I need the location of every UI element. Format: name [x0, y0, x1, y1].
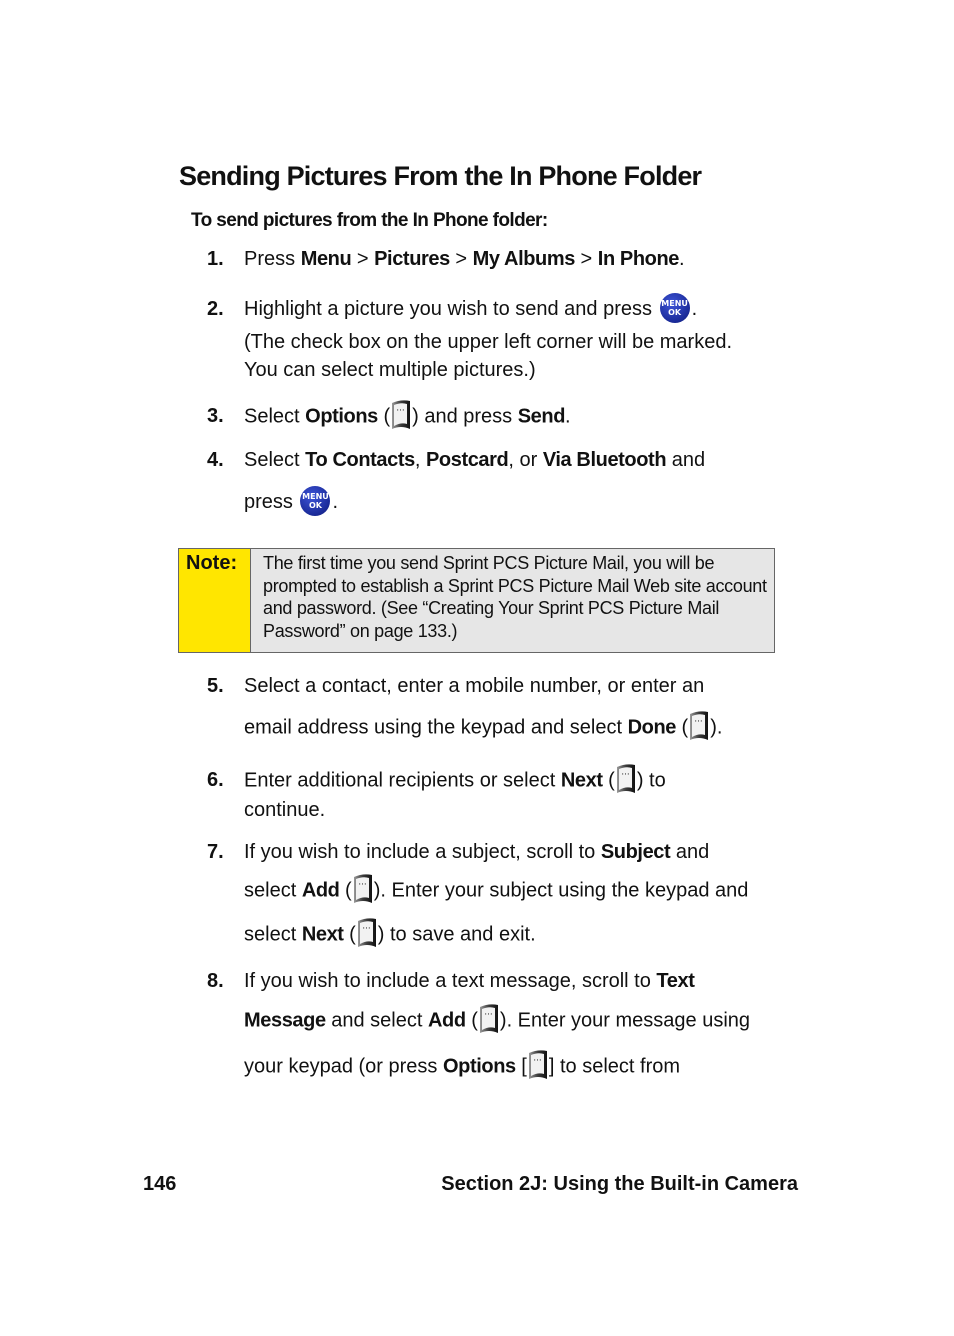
softkey-icon [478, 1003, 500, 1035]
step-text [244, 445, 799, 518]
text-line: (The check box on the upper left corner will be marked. [244, 330, 733, 353]
text: ) to save and exit. [377, 923, 536, 946]
step-number: 3. [207, 405, 224, 427]
menu-term: Next [301, 923, 344, 946]
procedure-subheading: To send pictures from the In Phone folder: [191, 210, 548, 231]
text: and [666, 449, 706, 471]
text: ( [675, 716, 689, 739]
softkey-icon [527, 1049, 549, 1081]
section-title: Section 2J: Using the Built-in Camera [441, 1173, 798, 1195]
text: your keypad (or press [244, 1055, 443, 1078]
text-line: You can select multiple pictures.) [244, 358, 536, 381]
text: , [414, 449, 426, 471]
text: and select [325, 1009, 428, 1032]
softkey-icon [356, 917, 378, 949]
text: Enter additional recipients or select [244, 769, 561, 792]
step-2 [207, 294, 797, 386]
text: , or [508, 449, 543, 471]
text-line: continue. [244, 799, 326, 821]
text: ) to [636, 769, 666, 792]
softkey-icon [615, 763, 637, 795]
menu-ok-key-icon [300, 486, 330, 516]
text: ). Enter your message using [499, 1009, 751, 1032]
text: ( [343, 923, 356, 946]
text: If you wish to include a text message, scroll to [244, 970, 657, 992]
menu-term: Options [442, 1055, 516, 1078]
text: and [670, 841, 710, 863]
note-label: Note: [179, 549, 251, 652]
page-heading: Sending Pictures From the In Phone Folder [179, 161, 702, 191]
menu-term: Add [301, 879, 340, 902]
menu-term: Done [627, 716, 676, 739]
step-1 [207, 244, 797, 276]
svg-text:···: ··· [694, 717, 703, 727]
step-number: 7. [207, 841, 224, 863]
menu-term: Via Bluetooth [542, 449, 667, 471]
step-text [244, 765, 799, 825]
text: email address using the keypad and select [244, 716, 628, 739]
text: ( [339, 879, 352, 902]
text: If you wish to include a subject, scroll to [244, 841, 601, 863]
text: . [332, 491, 339, 513]
note-text: The first time you send Sprint PCS Picture Mail, you will be prompted to establish a Sprint PCS Picture Mail Web site account and password. (See “Creating Your Sprint PCS Picture Mail Password” on page 133.) [263, 553, 767, 641]
text: press [244, 491, 293, 513]
softkey-icon [688, 710, 710, 742]
softkey-icon [352, 873, 374, 905]
icon-text: MENU [661, 298, 688, 308]
menu-term: Add [428, 1009, 466, 1032]
menu-term: Menu [300, 248, 352, 270]
svg-text:···: ··· [484, 1010, 493, 1020]
step-text [244, 671, 799, 744]
text: ( [602, 769, 615, 792]
svg-text:···: ··· [361, 924, 371, 934]
text: > [574, 248, 598, 270]
svg-text:···: ··· [396, 406, 405, 416]
text-line: Select a contact, enter a mobile number, or enter an [244, 675, 705, 697]
icon-text: OK [668, 307, 682, 317]
step-8 [207, 966, 797, 1092]
page-number: 146 [143, 1173, 177, 1195]
menu-term: Send [517, 405, 566, 428]
menu-term: To Contacts [305, 449, 415, 471]
svg-text:···: ··· [621, 770, 630, 780]
step-text [244, 837, 799, 951]
text: Press [244, 248, 301, 270]
text: Select [244, 449, 306, 471]
text: ) and press [412, 405, 518, 428]
text: ( [377, 405, 391, 428]
step-number: 5. [207, 675, 224, 697]
step-6 [207, 765, 797, 831]
menu-term: Message [244, 1009, 326, 1032]
text: . [691, 298, 698, 320]
menu-ok-key-icon [660, 293, 690, 323]
svg-text:···: ··· [357, 880, 367, 890]
menu-term: Options [305, 405, 378, 428]
text: ] to select from [548, 1055, 681, 1078]
note-box [178, 548, 775, 653]
icon-text: OK [308, 500, 322, 510]
text: select [244, 879, 302, 902]
menu-term: In Phone [597, 248, 680, 270]
text: ). Enter your subject using the keypad and [373, 879, 749, 902]
menu-term: Next [560, 769, 603, 792]
menu-term: Pictures [374, 248, 450, 270]
text: > [449, 248, 473, 270]
step-number: 8. [207, 970, 224, 992]
step-text [244, 244, 799, 274]
menu-term: Subject [600, 841, 671, 863]
text: . [565, 405, 571, 428]
menu-term: Postcard [425, 449, 509, 471]
step-4 [207, 445, 797, 520]
menu-term: My Albums [472, 248, 575, 270]
menu-term: Text [656, 970, 695, 992]
step-5 [207, 671, 797, 749]
step-number: 2. [207, 298, 224, 320]
step-text [244, 294, 799, 385]
text: > [351, 248, 375, 270]
text: ( [465, 1009, 478, 1032]
icon-text: MENU [302, 491, 329, 501]
step-number: 6. [207, 769, 224, 791]
text: Select [244, 405, 306, 428]
step-text [244, 401, 799, 433]
step-text [244, 966, 799, 1083]
step-3 [207, 401, 797, 435]
text: . [679, 248, 685, 270]
text: Highlight a picture you wish to send and press [244, 298, 653, 320]
text: ). [710, 716, 723, 739]
text: select [244, 923, 302, 946]
text: [ [515, 1055, 527, 1078]
step-number: 4. [207, 449, 224, 471]
step-number: 1. [207, 248, 224, 270]
step-7 [207, 837, 797, 957]
softkey-icon [390, 399, 412, 431]
svg-text:···: ··· [533, 1056, 542, 1066]
